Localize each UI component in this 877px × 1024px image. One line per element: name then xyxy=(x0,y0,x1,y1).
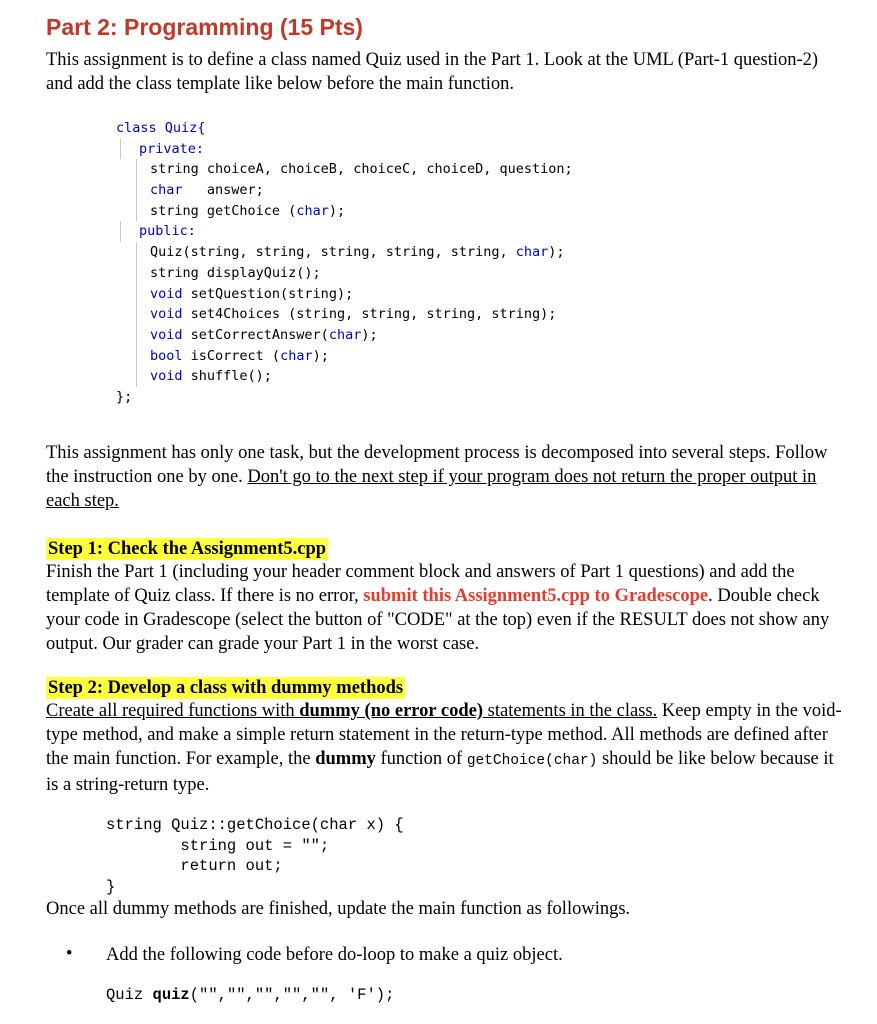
code-line: void setQuestion(string); xyxy=(136,284,616,305)
code-line: string displayQuiz(); xyxy=(136,263,616,284)
intro-paragraph: This assignment is to define a class named Quiz used in the Part 1. Look at the UML (Part-1 question-2) and add the class template like below before the main function. xyxy=(46,50,819,94)
bullet-item: Add the following code before do-loop to make a quiz object. xyxy=(106,945,563,965)
code-line: private: xyxy=(120,139,616,160)
quiz-object-code: Quiz quiz("","","","","", 'F'); xyxy=(106,986,395,1004)
page-title: Part 2: Programming (15 Pts) xyxy=(46,14,363,40)
code-line: void setCorrectAnswer(char); xyxy=(136,325,616,346)
class-template-code xyxy=(116,118,616,408)
code-line: public: xyxy=(120,221,616,242)
step1-heading: Step 1: Check the Assignment5.cpp xyxy=(48,539,327,559)
code-line: bool isCorrect (char); xyxy=(136,346,616,367)
task-paragraph: This assignment has only one task, but the development process is decomposed into several steps. Follow the instruction one by one. Don't go to the next step if your program does not return the proper output in each step. xyxy=(46,443,828,511)
dummy-method-code: string Quiz::getChoice(char x) { string out = ""; return out; } xyxy=(106,816,404,896)
submit-instruction: submit this Assignment5.cpp to Gradescope xyxy=(363,586,709,606)
step1-paragraph: Finish the Part 1 (including your header comment block and answers of Part 1 questions) and add the template of Quiz class. If there is no error, submit this Assignment5.cpp to Gradescope. Double check your code in Gradescope (select the button of "CODE" at the top) even if the RESULT does not show any output. Our grader can grade your Part 1 in the worst case. xyxy=(46,562,830,654)
step2-paragraph: Create all required functions with dummy (no error code) statements in the class. Keep empty in the void-type method, and make a simple return statement in the return-type method. All methods are defined after the main function. For example, the dummy function of getChoice(char) should be like below because it is a string-return type. xyxy=(46,701,842,795)
code-line: string choiceA, choiceB, choiceC, choiceD, question; xyxy=(136,159,616,180)
bullet-dot: • xyxy=(66,944,73,964)
task-warning: Don't go to the next step if your program does not return the proper output in each step. xyxy=(46,467,817,511)
code-line: char answer; xyxy=(136,180,616,201)
inline-code: getChoice(char) xyxy=(466,753,598,769)
code-line: void shuffle(); xyxy=(136,366,616,387)
code-line: string getChoice (char); xyxy=(136,201,616,222)
step2-heading: Step 2: Develop a class with dummy methods xyxy=(48,678,404,698)
code-line: }; xyxy=(116,388,133,405)
code-line: void set4Choices (string, string, string, string); xyxy=(136,304,616,325)
code-line: class Quiz{ xyxy=(116,120,206,136)
code-line: Quiz(string, string, string, string, string, char); xyxy=(136,242,616,263)
once-paragraph: Once all dummy methods are finished, update the main function as followings. xyxy=(46,899,631,919)
